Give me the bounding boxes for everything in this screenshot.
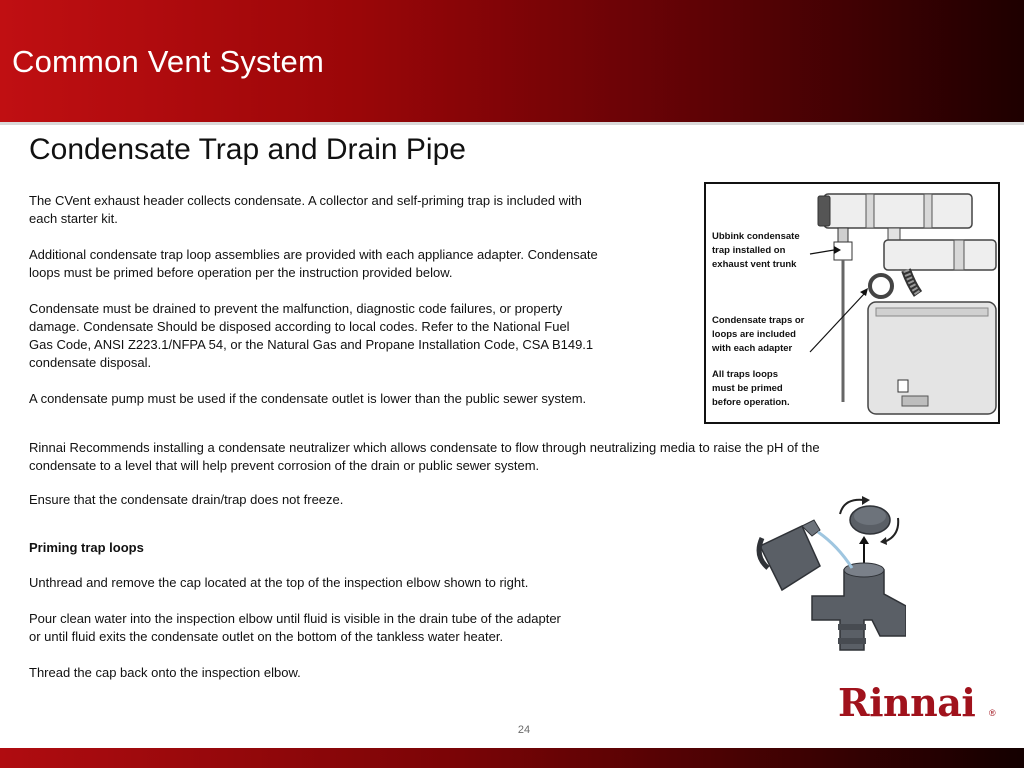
paragraph-line: Gas Code, ANSI Z223.1/NFPA 54, or the Natural Gas and Propane Installation Code, CSA B149.1 bbox=[29, 337, 594, 352]
paragraph-line: condensate to a level that will help prevent corrosion of the drain or public sewer system. bbox=[29, 458, 540, 473]
callout-line: before operation. bbox=[712, 397, 790, 408]
callout-line: must be primed bbox=[712, 383, 783, 394]
paragraph-6 bbox=[29, 491, 343, 509]
callout-line: trap installed on bbox=[712, 245, 786, 256]
figure-callout-2 bbox=[712, 314, 804, 356]
paragraph-line: Additional condensate trap loop assemblies are provided with each appliance adapter. Condensate bbox=[29, 247, 598, 262]
paragraph-5 bbox=[29, 439, 820, 475]
rinnai-logo bbox=[838, 680, 998, 726]
header-divider bbox=[0, 122, 1024, 125]
paragraph-line: Ensure that the condensate drain/trap does not freeze. bbox=[29, 492, 344, 507]
callout-line: exhaust vent trunk bbox=[712, 259, 797, 270]
footer-bar bbox=[0, 748, 1024, 768]
priming-illustration bbox=[752, 496, 906, 652]
paragraph-line: A condensate pump must be used if the condensate outlet is lower than the public sewer system. bbox=[29, 391, 587, 406]
callout-line: with each adapter bbox=[712, 343, 793, 354]
figure-callout-3 bbox=[712, 368, 790, 410]
callout-line: Ubbink condensate bbox=[712, 231, 800, 242]
figure-callout-1 bbox=[712, 230, 800, 272]
vent-system-figure bbox=[704, 182, 1000, 424]
paragraph-1 bbox=[29, 192, 582, 228]
callout-line: loops are included bbox=[712, 329, 796, 340]
paragraph-line: Condensate must be drained to prevent the malfunction, diagnostic code failures, or property bbox=[29, 301, 563, 316]
priming-step-1 bbox=[29, 574, 528, 592]
section-heading: Condensate Trap and Drain Pipe bbox=[29, 133, 466, 166]
priming-step-3 bbox=[29, 664, 301, 682]
paragraph-3 bbox=[29, 300, 593, 372]
paragraph-line: Rinnai Recommends installing a condensate neutralizer which allows condensate to flow through neutralizing media to raise the pH of the bbox=[29, 440, 820, 455]
priming-line: Pour clean water into the inspection elbow until fluid is visible in the drain tube of the adapter bbox=[29, 611, 561, 626]
paragraph-line: each starter kit. bbox=[29, 211, 118, 226]
slide-title: Common Vent System bbox=[12, 44, 324, 79]
priming-heading: Priming trap loops bbox=[29, 540, 144, 555]
callout-line: Condensate traps or bbox=[712, 315, 805, 326]
paragraph-line: condensate disposal. bbox=[29, 355, 152, 370]
paragraph-line: damage. Condensate Should be disposed according to local codes. Refer to the National Fuel bbox=[29, 319, 570, 334]
priming-line: Thread the cap back onto the inspection elbow. bbox=[29, 665, 301, 680]
header-bar bbox=[0, 0, 1024, 122]
paragraph-4 bbox=[29, 390, 586, 408]
paragraph-2 bbox=[29, 246, 598, 282]
logo-text: Rinnai bbox=[838, 680, 976, 725]
page-number: 24 bbox=[517, 724, 531, 736]
priming-line: Unthread and remove the cap located at the top of the inspection elbow shown to right. bbox=[29, 575, 529, 590]
callout-line: All traps loops bbox=[712, 369, 778, 380]
registered-mark: ® bbox=[989, 708, 996, 718]
priming-step-2 bbox=[29, 610, 561, 646]
paragraph-line: The CVent exhaust header collects condensate. A collector and self-priming trap is included with bbox=[29, 193, 582, 208]
priming-line: or until fluid exits the condensate outlet on the bottom of the tankless water heater. bbox=[29, 629, 504, 644]
paragraph-line: loops must be primed before operation per the instruction provided below. bbox=[29, 265, 453, 280]
